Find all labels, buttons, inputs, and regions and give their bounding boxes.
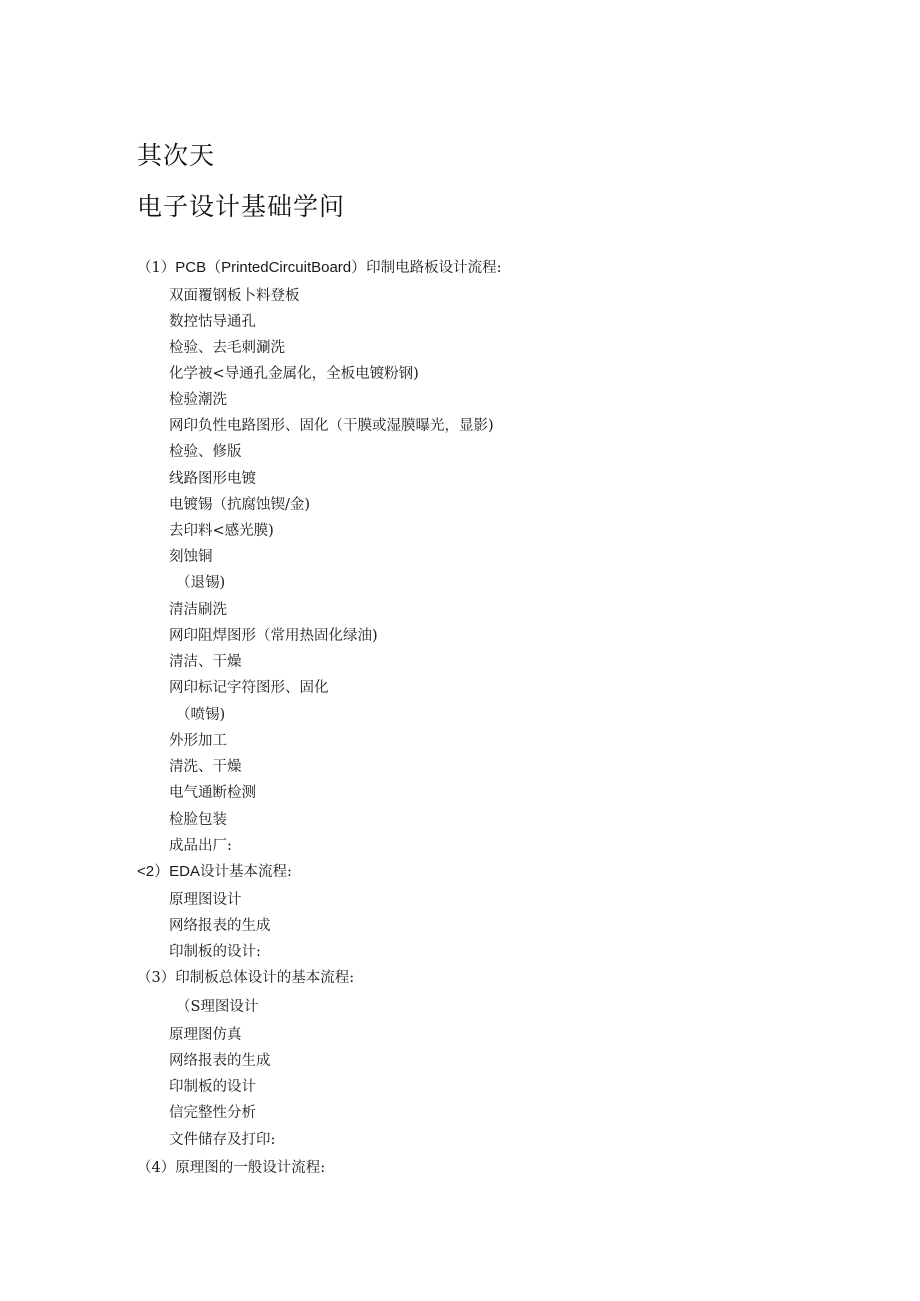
section-heading-3 <box>137 968 354 988</box>
list-item: 检脸包装 <box>169 812 227 828</box>
section-latin-text: PCB（PrintedCircuitBoard） <box>175 259 367 276</box>
section-heading-text: 设计基本流程: <box>199 864 292 880</box>
section-number: （3） <box>137 970 176 986</box>
list-item: 网络报表的生成 <box>169 1053 271 1069</box>
section-heading-4 <box>137 1158 325 1178</box>
list-item: 印制板的设计 <box>169 1079 256 1095</box>
page-title: 其次天 <box>137 141 216 170</box>
section-heading-text: 印制板总体设计的基本流程: <box>175 970 355 986</box>
list-item: （喷锡) <box>176 707 226 723</box>
list-item: 网印阻焊图形（常用热固化绿油) <box>169 628 378 644</box>
list-item: 检验潮洗 <box>169 392 227 408</box>
page-subtitle: 电子设计基础学问 <box>137 192 346 221</box>
list-item: 检验、修版 <box>169 444 242 460</box>
list-item: 网印负性电路图形、固化（干膜或湿膜曝光，显影) <box>169 418 494 434</box>
list-item: 数控怙导通孔 <box>169 314 256 330</box>
list-item: （S理图设计 <box>176 999 259 1015</box>
list-item: 清洁刷洗 <box>169 602 227 618</box>
list-item: 成品出厂: <box>169 838 232 854</box>
list-item: 文件储存及打印: <box>169 1132 276 1148</box>
list-item: 化学被<导通孔金属化，全板电镀粉钢) <box>169 366 419 382</box>
list-item: 原理图仿真 <box>169 1027 242 1043</box>
list-item: 刻蚀铜 <box>169 549 213 565</box>
section-heading-2 <box>137 862 292 882</box>
section-latin-text: EDA <box>169 863 200 880</box>
list-item: 电镀锡（抗腐蚀锲/金) <box>169 497 311 513</box>
section-number: <2） <box>137 863 170 880</box>
section-heading-text: 印制电路板设计流程: <box>366 260 502 276</box>
list-item: 检验、去毛刺涮洗 <box>169 340 285 356</box>
list-item: 清洁、干燥 <box>169 654 242 670</box>
section-heading-text: 原理图的一般设计流程: <box>175 1160 326 1176</box>
section-number: （4） <box>137 1160 176 1176</box>
list-item: 清洗、干燥 <box>169 759 242 775</box>
list-item: 原理图设计 <box>169 892 242 908</box>
section-number: （1） <box>137 260 176 276</box>
list-item: 信完整性分析 <box>169 1105 256 1121</box>
section-heading-1 <box>137 258 502 278</box>
list-item: 外形加工 <box>169 733 227 749</box>
list-item: 去印料<感光膜) <box>169 523 274 539</box>
list-item: 电气通断检测 <box>169 785 256 801</box>
list-item: （退锡) <box>176 575 226 591</box>
list-item: 线路图形电镀 <box>169 471 256 487</box>
list-item: 双面覆钢板卜料登板 <box>169 288 300 304</box>
list-item: 印制板的设计: <box>169 944 261 960</box>
list-item: 网络报表的生成 <box>169 918 271 934</box>
list-item: 网印标记字符图形、固化 <box>169 680 329 696</box>
